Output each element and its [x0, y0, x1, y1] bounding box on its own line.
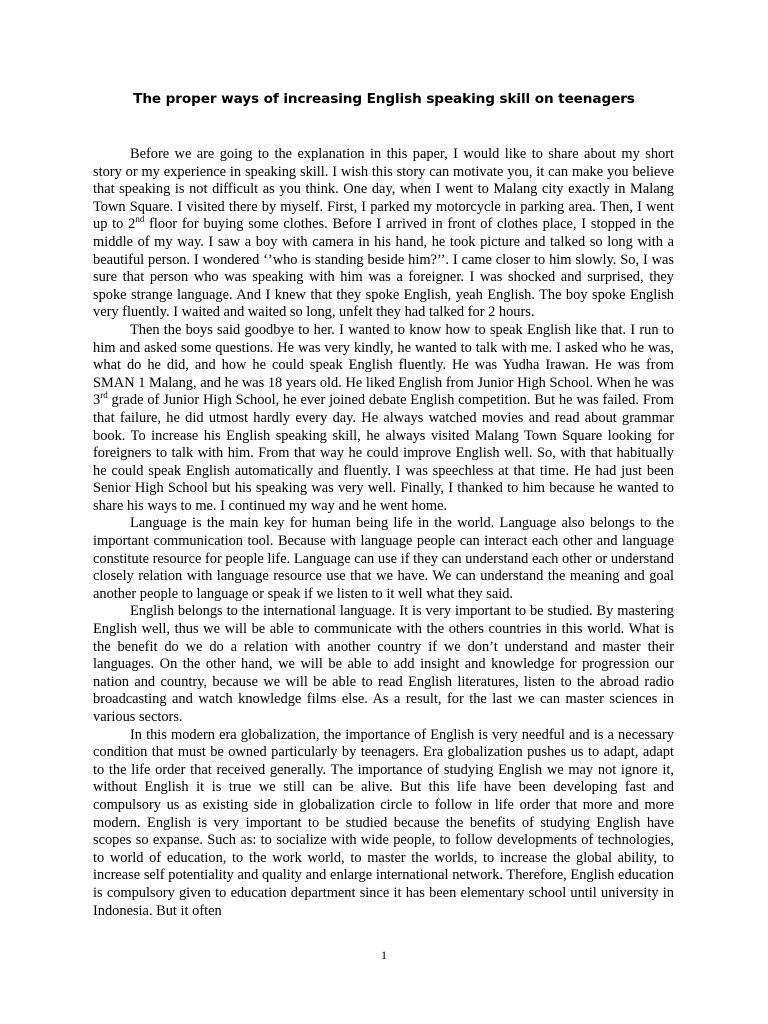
paragraph-english-international: English belongs to the international language. It is very important to be studied. By mastering English well, thus we will be able to communicate with the others countries in this world. What is the benefit do we do a relation with another country if we don’t understand and master their languages. On the other hand, we will be able to add insight and knowledge for progression our nation and country, because we will be able to read English literatures, listen to the abroad radio broadcasting and watch knowledge films else. As a result, for the last we can master sciences in various sectors. [93, 603, 674, 725]
paragraph-personal-story: Before we are going to the explanation in this paper, I would like to share about my short story or my experience in speaking skill. I wish this story can motivate you, it can make you believe that speaking is not difficult as you think. One day, when I went to Malang city exactly in Malang Town Square. I visited there by myself. First, I parked my motorcycle in parking area. Then, I went up to 2nd floor for buying some clothes. Before I arrived in front of clothes place, I stopped in the middle of my way. I saw a boy with camera in his hand, he took picture and talked so long with a beautiful person. I wondered ‘’who is standing beside him?’’. I came closer to him slowly. So, I was sure that person who was speaking with him was a foreigner. I was shocked and surprised, they spoke strange language. And I knew that they spoke English, yeah English. The boy spoke English very fluently. I waited and waited so long, unfelt they had talked for 2 hours. [93, 146, 674, 321]
paragraph-globalization: In this modern era globalization, the importance of English is very needful and is a necessary condition that must be owned particularly by teenagers. Era globalization pushes us to adapt, adapt to the life order that received generally. The importance of studying English we may not ignore it, without English it is true we still can be alive. But this life have been developing fast and compulsory us as existing side in globalization circle to follow in life order that more and more modern. English is very important to be studied because the benefits of studying English have scopes so expanse. Such as: to socialize with wide people, to follow developments of technologies, to world of education, to the work world, to master the worlds, to increase the global ability, to increase self potentiality and quality and enlarge international network. Therefore, English education is compulsory given to education department since it has been elementary school until university in Indonesia. But it often [93, 726, 674, 919]
document-title: The proper ways of increasing English speaking skill on teenagers [133, 91, 635, 107]
paragraph-language-importance: Language is the main key for human being life in the world. Language also belongs to the important communication tool. Because with language people can interact each other and language constitute resource for people life. Language can use if they can understand each other or understand closely relation with language resource use that we have. We can understand the meaning and goal another people to language or speak if we listen to it well what they said. [93, 515, 674, 602]
page-number: 1 [381, 948, 387, 962]
paragraph-meeting-yudha: Then the boys said goodbye to her. I wanted to know how to speak English like that. I run to him and asked some questions. He was very kindly, he wanted to talk with me. I asked who he was, what do he did, and how he could speak English fluently. He was Yudha Irawan. He was from SMAN 1 Malang, and he was 18 years old. He liked English from Junior High School. When he was 3rd grade of Junior High School, he ever joined debate English competition. But he was failed. From that failure, he did utmost hardly every day. He always watched movies and read about grammar book. To increase his English speaking skill, he always visited Malang Town Square looking for foreigners to talk with him. From that way he could improve English well. So, with that habitually he could speak English automatically and fluently. I was speechless at that time. He had just been Senior High School but his speaking was very well. Finally, I thanked to him because he wanted to share his ways to me. I continued my way and he went home. [93, 321, 674, 514]
document-body [93, 146, 674, 920]
